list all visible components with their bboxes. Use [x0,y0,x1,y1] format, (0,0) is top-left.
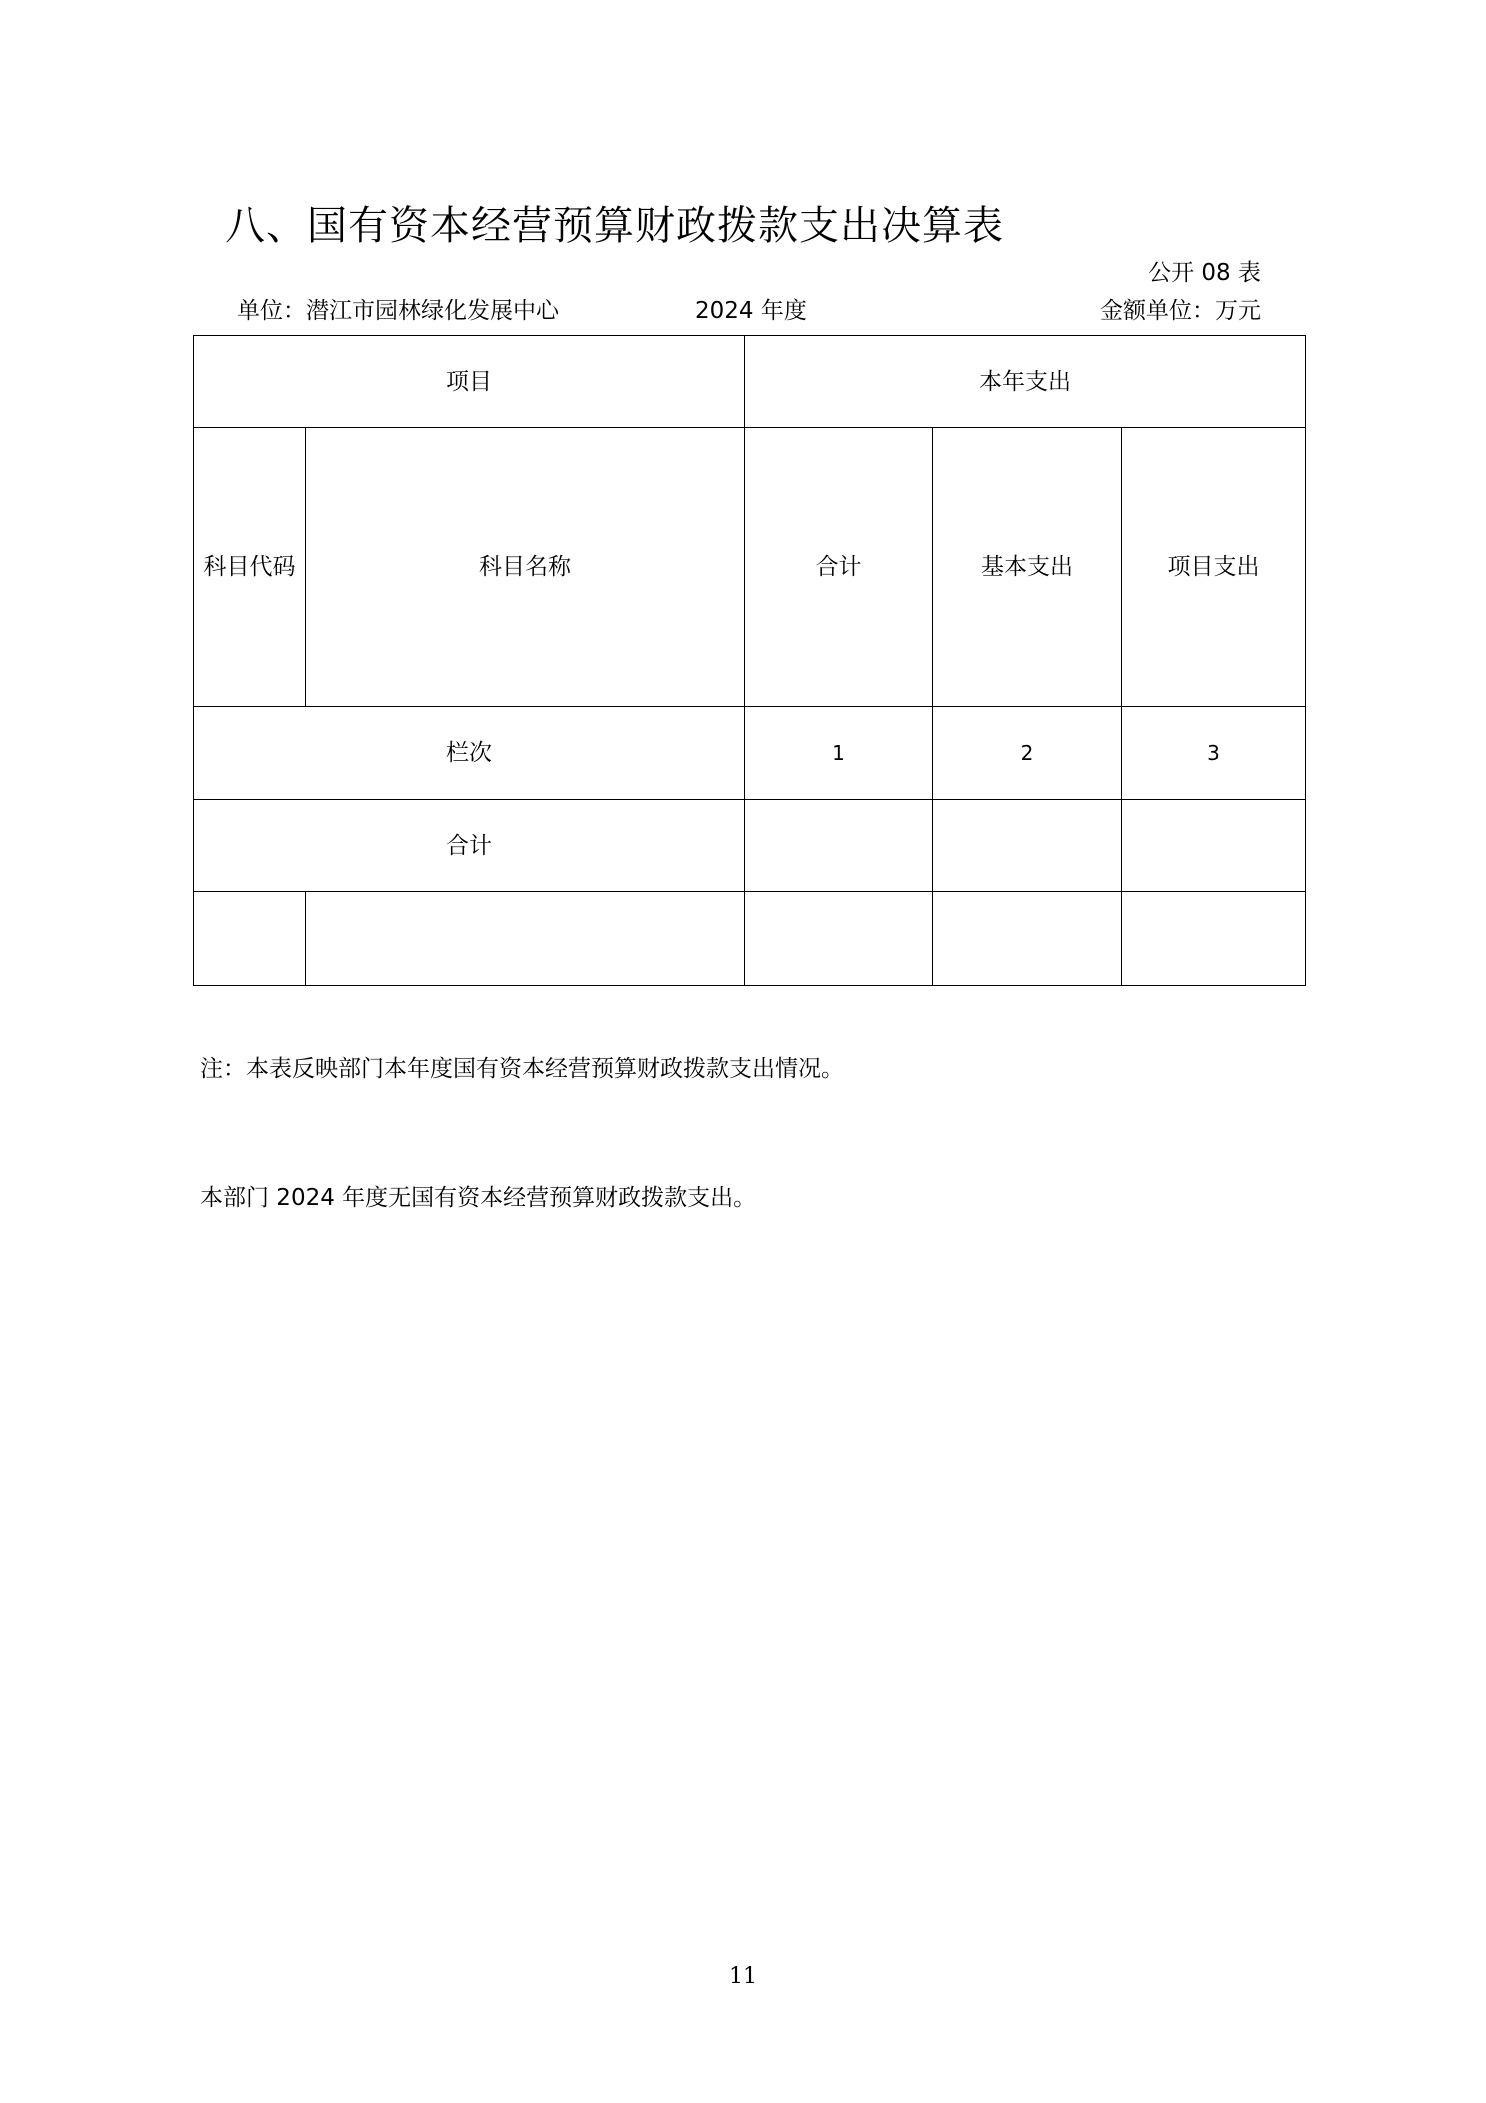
fiscal-year: 2024 年度 [695,298,807,324]
table-note: 注：本表反映部门本年度国有资本经营预算财政拨款支出情况。 [200,1056,844,1082]
table-row-total [194,800,1306,892]
col-total: 合计 [745,428,933,707]
table-row [194,892,1306,986]
col-project-expense: 项目支出 [1122,428,1306,707]
page-number: 11 [729,1964,757,1989]
row-total-project [1122,800,1306,892]
col-number-1: 1 [745,707,933,800]
table-column-header-row [194,428,1306,707]
amount-unit-label: 金额单位：万元 [1100,298,1261,324]
row-blank-basic [933,892,1122,986]
table-row-column-numbers [194,707,1306,800]
col-number-2: 2 [933,707,1122,800]
unit-label: 单位：潜江市园林绿化发展中心 [237,298,559,324]
row-total-value [745,800,933,892]
row-blank-code [194,892,306,986]
budget-table [193,335,1306,986]
col-subject-name: 科目名称 [306,428,745,707]
col-subject-code: 科目代码 [194,428,306,707]
row-blank-name [306,892,745,986]
statement-text: 本部门 2024 年度无国有资本经营预算财政拨款支出。 [200,1185,757,1211]
row-blank-project [1122,892,1306,986]
row-total-basic [933,800,1122,892]
header-current-year: 本年支出 [745,336,1306,428]
form-number: 公开 08 表 [1148,260,1261,286]
col-number-3: 3 [1122,707,1306,800]
table-header-row [194,336,1306,428]
header-item: 项目 [194,336,745,428]
row-blank-total [745,892,933,986]
page-title: 八、国有资本经营预算财政拨款支出决算表 [225,203,1004,249]
col-basic-expense: 基本支出 [933,428,1122,707]
row-column-label: 栏次 [194,707,745,800]
row-total-label: 合计 [194,800,745,892]
